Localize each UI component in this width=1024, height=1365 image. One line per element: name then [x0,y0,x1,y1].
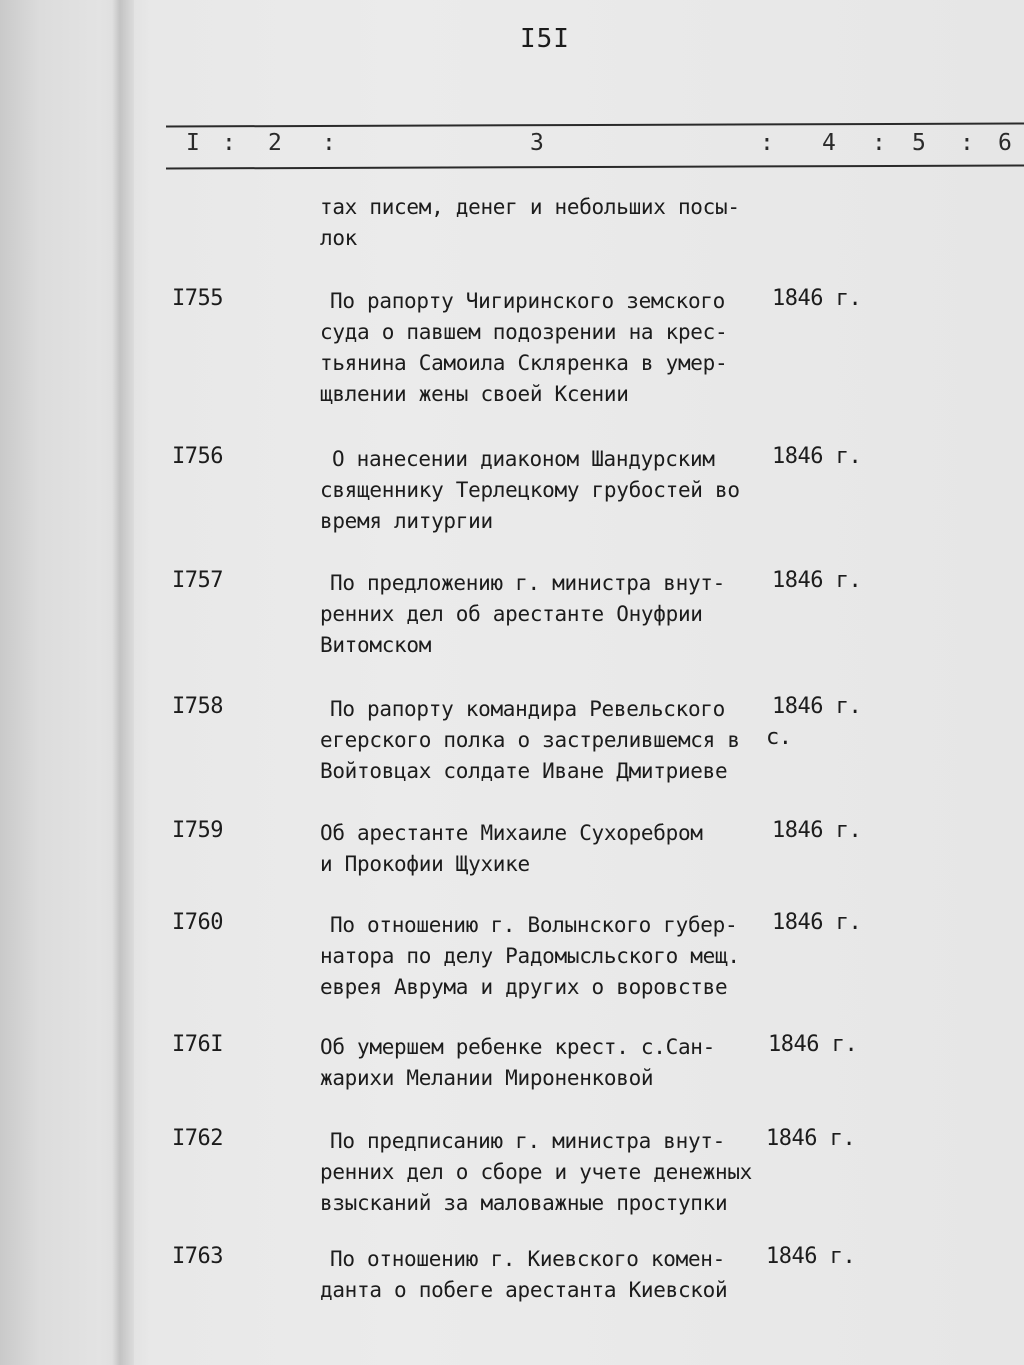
description-line: жарихи Мелании Мироненковой [320,1066,654,1090]
entry-description [320,286,728,410]
entry-description [320,818,703,880]
column-header-2: 2 [268,130,282,156]
entry-number: I756 [172,444,223,469]
description-line: щвлении жены своей Ксении [320,382,629,406]
column-header-5: 5 [912,130,926,156]
description-line: тьянина Самоила Скляренка в умер- [320,351,728,375]
page-number: I5I [520,24,570,54]
description-line: священнику Терлецкому грубостей во [320,478,740,502]
column-header-4: 4 [822,130,836,156]
description-line: О нанесении диаконом Шандурским [332,447,715,471]
description-line: Витомском [320,633,432,657]
column-header-separator: : [222,130,236,156]
header-rule-bottom [166,165,1024,170]
description-line: По рапорту Чигиринского земского [330,289,725,313]
entry-description [320,1244,728,1306]
entry-number: I76I [172,1032,223,1057]
entry-year: 1846 г. [772,694,862,719]
description-line: данта о побеге арестанта Киевской [320,1278,728,1302]
column-header-separator: : [872,130,886,156]
description-line: взысканий за маловажные проступки [320,1191,728,1215]
header-rule-top [166,123,1024,128]
entry-year: 1846 г. [772,910,862,935]
description-line: Войтовцах солдате Иване Дмитриеве [320,759,728,783]
entry-year: 1846 г. [772,286,862,311]
column-header-separator: : [960,130,974,156]
description-line: Об умершем ребенке крест. с.Сан- [320,1035,715,1059]
entry-number: I763 [172,1244,223,1269]
entry-description [320,444,740,537]
entry-year: 1846 г. [766,1244,856,1269]
entry-year: 1846 г. [772,568,862,593]
entry-number: I762 [172,1126,223,1151]
entry-year: 1846 г. [772,818,862,843]
entry-year: 1846 г. [766,1126,856,1151]
description-line: лок [320,226,358,250]
entry-description [320,694,740,787]
description-line: тах писем, денег и небольших посы- [320,195,740,219]
description-line: еврея Аврума и других о воровстве [320,975,728,999]
description-line: По предложению г. министра внут- [330,571,725,595]
entry-description [320,910,740,1003]
column-header-3: 3 [530,130,544,156]
entry-number: I760 [172,910,223,935]
column-header-separator: : [322,130,336,156]
entry-description [320,1032,715,1094]
description-line: время литургии [320,509,493,533]
description-line: натора по делу Радомысльского мещ. [320,944,740,968]
description-line: суда о павшем подозрении на крес- [320,320,728,344]
description-line: ренних дел о сборе и учете денежных [320,1160,753,1184]
entry-number: I758 [172,694,223,719]
entry-number: I759 [172,818,223,843]
column-header-separator: : [760,130,774,156]
description-line: и Прокофии Щухике [320,852,530,876]
description-line: егерского полка о застрелившемся в [320,728,740,752]
column-header-6: 6 [998,130,1012,156]
entry-description [320,1126,753,1219]
entry-year: 1846 г. [768,1032,858,1057]
entry-year: 1846 г. [772,444,862,469]
column-header-1: I [186,130,200,156]
description-line: Об арестанте Михаиле Сухоребром [320,821,703,845]
entry-description [320,568,725,661]
entry-number: I755 [172,286,223,311]
description-line: ренних дел об арестанте Онуфрии [320,602,703,626]
entry-description [320,192,740,254]
description-line: По отношению г. Волынского губер- [330,913,738,937]
book-spine-shadow [112,0,134,1365]
entry-year-note: с. [766,725,792,750]
description-line: По отношению г. Киевского комен- [330,1247,725,1271]
description-line: По предписанию г. министра внут- [330,1129,725,1153]
description-line: По рапорту командира Ревельского [330,697,725,721]
entry-number: I757 [172,568,223,593]
